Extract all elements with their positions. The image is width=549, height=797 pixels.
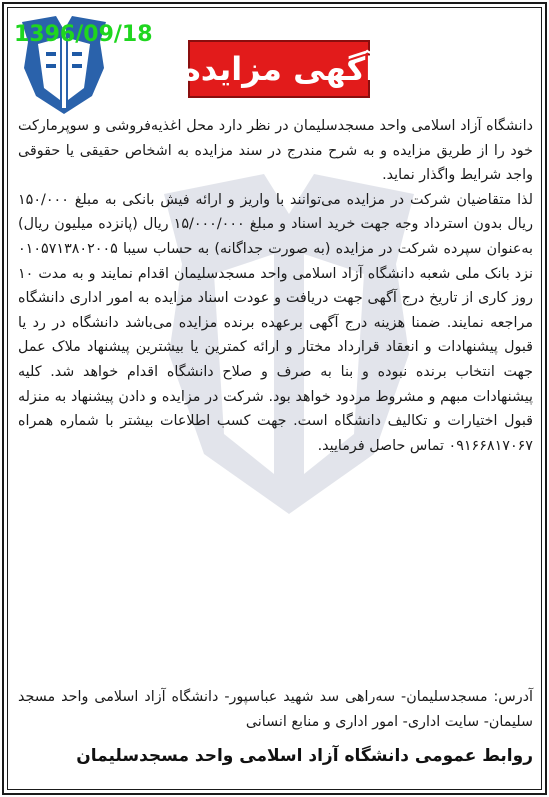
publication-date: 1396/09/18 xyxy=(14,22,153,47)
notice-title-box xyxy=(181,40,377,98)
notice-frame xyxy=(2,2,547,795)
notice-title: آگهی مزایده xyxy=(181,50,377,88)
notice-paragraph-intro: دانشگاه آزاد اسلامی واحد مسجدسلیمان در نظر دارد محل اغذیه‌فروشی و سوپرمارکت خود را از طریق مزایده و به شرح مندرج در سند مزایده به اشخاص حقیقی یا حقوقی واجد شرایط واگذار نماید. xyxy=(18,118,533,184)
notice-body xyxy=(18,114,533,458)
notice-signature: روابط عمومی دانشگاه آزاد اسلامی واحد مسجدسلیمان xyxy=(76,746,533,766)
notice-address: آدرس: مسجدسلیمان- سه‌راهی سد شهید عباسپور- دانشگاه آزاد اسلامی واحد مسجد سلیمان- سایت اداری- امور اداری و منابع انسانی xyxy=(18,689,533,730)
notice-paragraph-conditions: لذا متقاضیان شرکت در مزایده می‌توانند با واریز و ارائه فیش بانکی به مبلغ ۱۵۰/۰۰۰ ریال بدون استرداد وجه جهت خرید اسناد و مبلغ ۱۵/۰۰۰/۰۰۰ ریال (پانزده میلیون ریال) به‌عنوان سپرده شرکت در مزایده (به صورت جداگانه) به حساب سیبا ۰۱۰۵۷۱۳۸۰۲۰۰۵ نزد بانک ملی شعبه دانشگاه آزاد اسلامی واحد مسجدسلیمان اقدام نمایند و به مدت ۱۰ روز کاری از تاریخ درج آگهی جهت دریافت و عودت اسناد مزایده به امور اداری دانشگاه مراجعه نمایند. ضمنا هزینه درج آگهی برعهده برنده مزایده می‌باشد دانشگاه در رد یا قبول پیشنهادات و انعقاد قرارداد مختار و ارائه کمترین یا بیشترین پیشنهاد ملاک عمل جهت انتخاب برنده نبوده و بنا به صرف و صلاح دانشگاه اقدام خواهد شد. کلیه پیشنهادات مبهم و مشروط مردود خواهد بود. شرکت در مزایده و دادن پیشنهاد به منزله قبول اختیارات و تکالیف دانشگاه است. جهت کسب اطلاعات بیشتر با شماره همراه ۰۹۱۶۶۸۱۷۰۶۷ تماس حاصل فرمایید. xyxy=(18,191,533,454)
